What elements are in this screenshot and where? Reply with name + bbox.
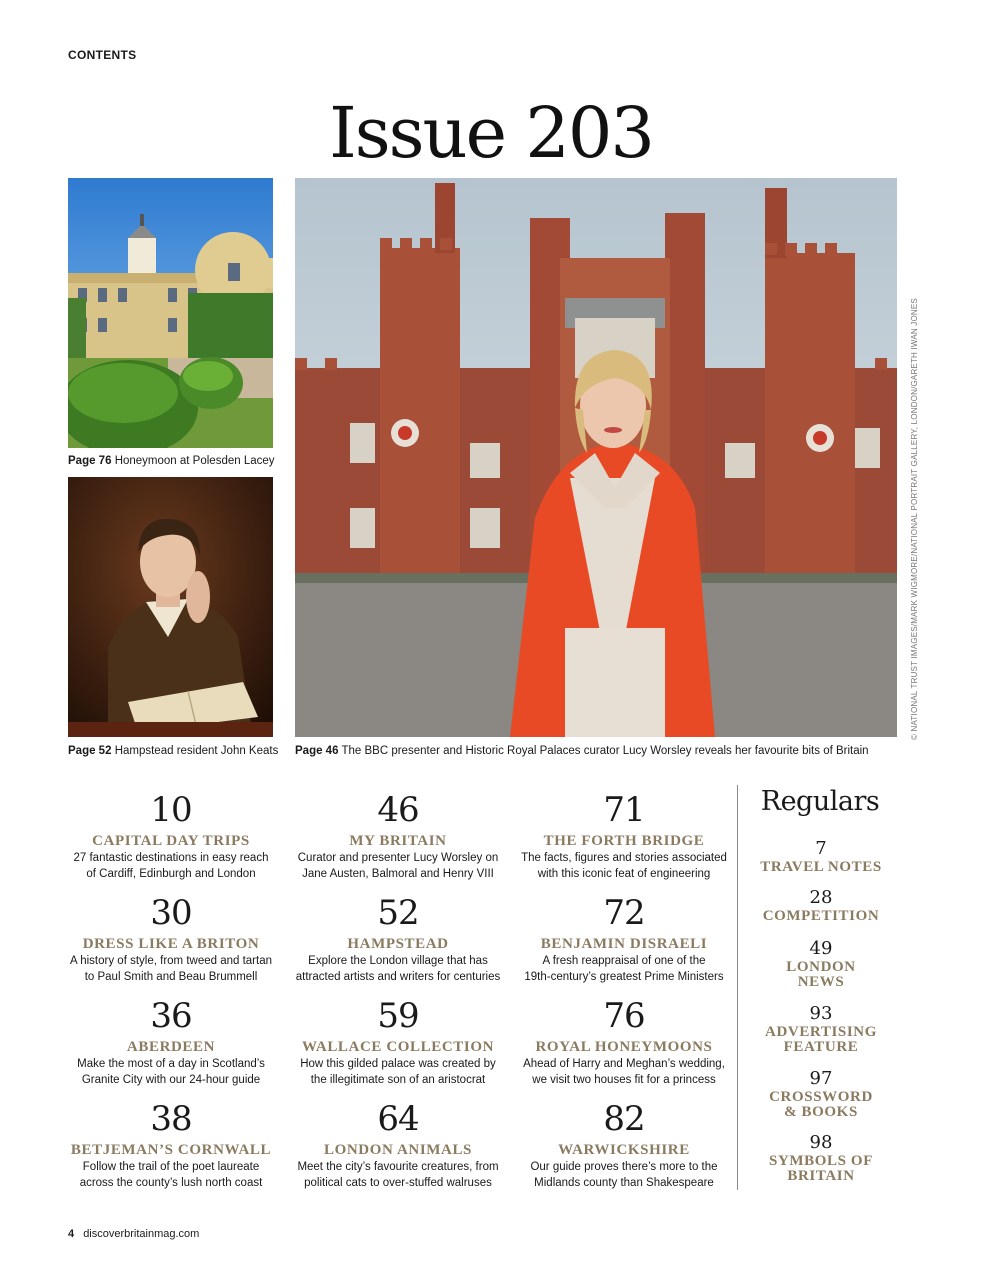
article-page-number: 76 (603, 996, 645, 1036)
article-headline: BENJAMIN DISRAELI (540, 936, 708, 952)
regular-competition[interactable] (745, 887, 897, 924)
regular-page-number: 7 (815, 838, 827, 859)
article-page-number: 10 (150, 790, 192, 830)
site-url: discoverbritainmag.com (83, 1228, 200, 1240)
article-description: Ahead of Harry and Meghan’s wedding, we visit two houses fit for a princess (523, 1058, 725, 1086)
regular-page-number: 49 (809, 938, 833, 959)
regular-page-number: 97 (809, 1068, 833, 1089)
page-number: 4 (68, 1228, 75, 1240)
article-page-number: 72 (603, 893, 645, 933)
article-headline: CAPITAL DAY TRIPS (92, 833, 250, 849)
article-description: A fresh reappraisal of one of the 19th-century’s greatest Prime Ministers (524, 955, 724, 983)
regular-page-number: 28 (809, 887, 833, 908)
article-description: Our guide proves there’s more to the Midlands county than Shakespeare (530, 1161, 718, 1189)
article-page-number: 52 (377, 893, 419, 933)
keats-caption-text: Hampstead resident John Keats (114, 745, 279, 757)
article-description: A history of style, from tweed and tartan to Paul Smith and Beau Brummell (70, 955, 272, 983)
section-label: CONTENTS (68, 48, 137, 62)
article-headline: THE FORTH BRIDGE (543, 833, 705, 849)
article-headline: BETJEMAN’S CORNWALL (70, 1142, 272, 1158)
article-headline: WARWICKSHIRE (558, 1142, 690, 1158)
article-description: Explore the London village that has attracted artists and writers for centuries (295, 955, 501, 983)
regular-label: SYMBOLS OF BRITAIN (769, 1153, 873, 1184)
regular-label: COMPETITION (762, 908, 880, 924)
article-page-number: 38 (150, 1099, 192, 1139)
polesden-caption-text: Honeymoon at Polesden Lacey (114, 455, 275, 467)
article-aberdeen[interactable] (55, 996, 287, 1088)
article-wallace-collection[interactable] (282, 996, 514, 1088)
lucy-worsley-photo (295, 178, 897, 737)
regular-crossword-books[interactable] (745, 1068, 897, 1120)
article-description: 27 fantastic destinations in easy reach of Cardiff, Edinburgh and London (73, 852, 269, 880)
article-page-number: 64 (377, 1099, 419, 1139)
article-description: Make the most of a day in Scotland’s Granite City with our 24-hour guide (77, 1058, 265, 1086)
article-benjamin-disraeli[interactable] (508, 893, 740, 985)
article-headline: WALLACE COLLECTION (301, 1039, 495, 1055)
regular-page-number: 93 (809, 1003, 833, 1024)
article-royal-honeymoons[interactable] (508, 996, 740, 1088)
regular-travel-notes[interactable] (745, 838, 897, 875)
regular-label: LONDON NEWS (786, 959, 856, 990)
worsley-caption (295, 745, 869, 757)
article-headline: LONDON ANIMALS (324, 1142, 472, 1158)
article-headline: MY BRITAIN (349, 833, 447, 849)
keats-caption (68, 745, 278, 757)
article-page-number: 36 (150, 996, 192, 1036)
issue-title: Issue 203 (329, 92, 653, 174)
article-description: Curator and presenter Lucy Worsley on Jane Austen, Balmoral and Henry VIII (297, 852, 499, 880)
regular-symbols-of-britain[interactable] (745, 1132, 897, 1184)
page-footer (68, 1228, 199, 1240)
photo-credit: © NATIONAL TRUST IMAGES/MARK WIGMORE/NATIONAL PORTRAIT GALLERY, LONDON/GARETH IWAN JONES (910, 298, 919, 740)
article-headline: ABERDEEN (126, 1039, 216, 1055)
polesden-lacey-photo (68, 178, 273, 448)
article-betjemans-cornwall[interactable] (55, 1099, 287, 1191)
article-london-animals[interactable] (282, 1099, 514, 1191)
article-warwickshire[interactable] (508, 1099, 740, 1191)
column-divider (737, 785, 738, 1190)
regular-advertising-feature[interactable] (745, 1003, 897, 1055)
article-page-number: 46 (377, 790, 419, 830)
article-headline: HAMPSTEAD (347, 936, 449, 952)
article-description: How this gilded palace was created by the illegitimate son of an aristocrat (300, 1058, 496, 1086)
regular-label: ADVERTISING FEATURE (765, 1024, 877, 1055)
article-page-number: 82 (603, 1099, 645, 1139)
regulars-title: Regulars (760, 786, 880, 817)
article-page-number: 71 (603, 790, 645, 830)
article-headline: ROYAL HONEYMOONS (535, 1039, 713, 1055)
regular-london-news[interactable] (745, 938, 897, 990)
article-description: The facts, figures and stories associated with this iconic feat of engineering (521, 852, 727, 880)
polesden-caption (68, 455, 275, 467)
keats-page-ref: Page 52 (68, 745, 112, 757)
polesden-page-ref: Page 76 (68, 455, 112, 467)
regular-label: CROSSWORD & BOOKS (769, 1089, 873, 1120)
article-description: Follow the trail of the poet laureate across the county’s lush north coast (79, 1161, 263, 1189)
article-the-forth-bridge[interactable] (508, 790, 740, 882)
article-page-number: 59 (377, 996, 419, 1036)
article-headline: DRESS LIKE A BRITON (82, 936, 260, 952)
regular-label: TRAVEL NOTES (760, 859, 882, 875)
article-hampstead[interactable] (282, 893, 514, 985)
regular-page-number: 98 (809, 1132, 833, 1153)
article-my-britain[interactable] (282, 790, 514, 882)
article-description: Meet the city’s favourite creatures, from political cats to over-stuffed walruses (297, 1161, 499, 1189)
worsley-caption-text: The BBC presenter and Historic Royal Palaces curator Lucy Worsley reveals her favourite bits of Britain (341, 745, 869, 757)
article-capital-day-trips[interactable] (55, 790, 287, 882)
worsley-page-ref: Page 46 (295, 745, 339, 757)
article-dress-like-a-briton[interactable] (55, 893, 287, 985)
article-page-number: 30 (150, 893, 192, 933)
john-keats-portrait (68, 477, 273, 737)
